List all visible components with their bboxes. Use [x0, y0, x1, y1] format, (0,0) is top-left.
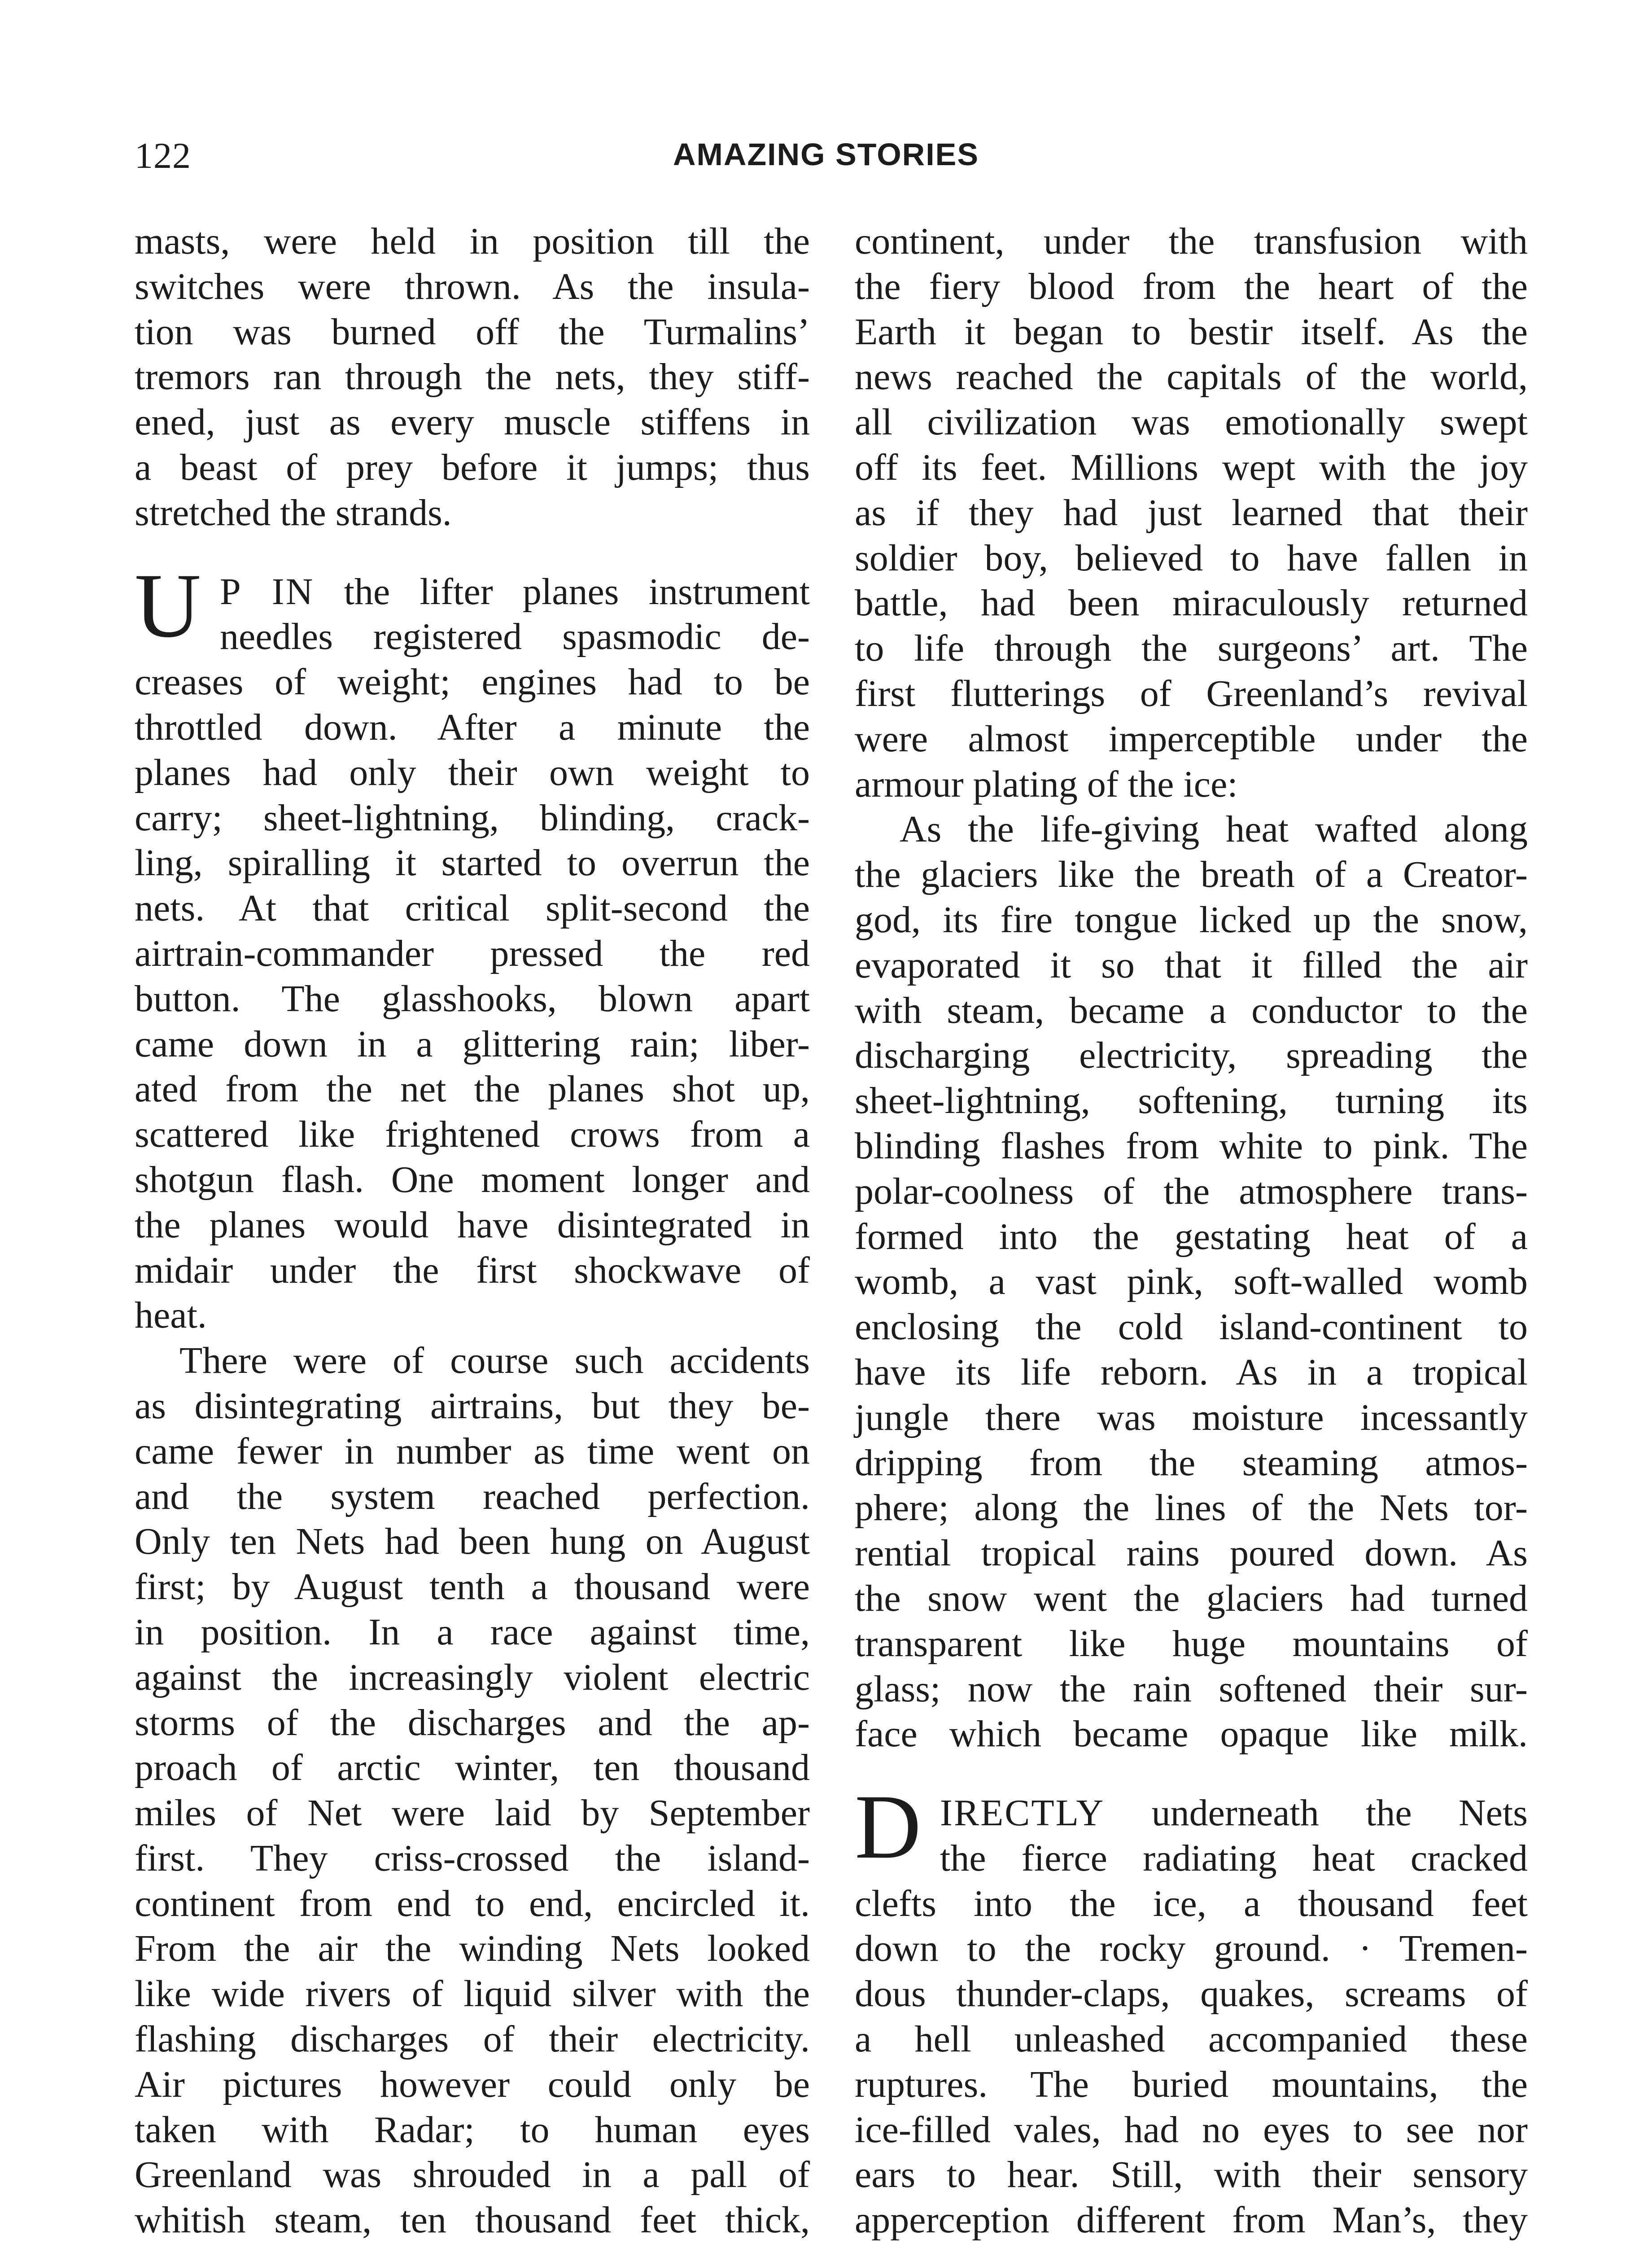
text-line: as disintegrating airtrains, but they be-: [135, 1385, 810, 1427]
text-line: first flutterings of Greenland’s revival: [855, 672, 1528, 714]
text-line: transparent like huge mountains of: [855, 1622, 1528, 1665]
text-line: creases of weight; engines had to be: [135, 661, 810, 703]
text-line: enclosing the cold island-continent to: [855, 1306, 1528, 1348]
running-head: AMAZING STORIES: [673, 137, 979, 172]
text-line: like wide rivers of liquid silver with the: [135, 1973, 810, 2015]
text-line: From the air the winding Nets looked: [135, 1928, 810, 1970]
page-number: 122: [135, 135, 191, 176]
text-line: the snow went the glaciers had turned: [855, 1577, 1528, 1619]
paragraph: [135, 1338, 810, 2244]
text-line: all civilization was emotionally swept: [855, 401, 1528, 443]
text-line: came down in a glittering rain; liber-: [135, 1023, 810, 1065]
text-line: miles of Net were laid by September: [135, 1792, 810, 1834]
text-line: carry; sheet-lightning, blinding, crack-: [135, 797, 810, 839]
text-line: womb, a vast pink, soft-walled womb: [855, 1261, 1528, 1303]
right-column: [855, 219, 1528, 2244]
text-line: nets. At that critical split-second the: [135, 887, 810, 929]
text-line: Air pictures however could only be: [135, 2063, 810, 2105]
text-line: continent, under the transfusion with: [855, 220, 1528, 262]
text-line: evaporated it so that it filled the air: [855, 944, 1528, 986]
text-line: with steam, became a conductor to the: [855, 989, 1528, 1031]
text-line: a beast of prey before it jumps; thus: [135, 446, 810, 488]
text-line: whitish steam, ten thousand feet thick,: [135, 2199, 810, 2241]
text-line: button. The glasshooks, blown apart: [135, 977, 810, 1020]
text-line: the glaciers like the breath of a Creator-: [855, 854, 1528, 896]
page-header: [0, 135, 1652, 193]
left-column: [135, 219, 810, 2244]
text-line: and the system reached perfection.: [135, 1475, 810, 1517]
drop-cap-word: IRECTLY: [940, 1792, 1105, 1834]
text-line: storms of the discharges and the ap-: [135, 1701, 810, 1744]
paragraph-with-drop-cap: [855, 1776, 1528, 2244]
text-line: polar-coolness of the atmosphere trans-: [855, 1170, 1528, 1212]
text-line: apperception different from Man’s, they: [855, 2199, 1528, 2241]
text-line: phere; along the lines of the Nets tor-: [855, 1487, 1528, 1529]
text-line: masts, were held in position till the: [135, 220, 810, 262]
text-line: scattered like frightened crows from a: [135, 1113, 810, 1156]
text-line-rest: the lifter planes instrument: [344, 570, 810, 613]
drop-cap-word: P IN: [220, 570, 315, 613]
text-line: [135, 570, 810, 615]
text-line: There were of course such accidents: [179, 1340, 810, 1382]
text-line: ears to hear. Still, with their sensory: [855, 2154, 1528, 2196]
text-line: the planes would have disintegrated in: [135, 1204, 810, 1246]
text-line: first; by August tenth a thousand were: [135, 1566, 810, 1608]
text-line: news reached the capitals of the world,: [855, 356, 1528, 398]
text-line: the fiery blood from the heart of the: [855, 265, 1528, 307]
text-line: formed into the gestating heat of a: [855, 1215, 1528, 1258]
text-line: blinding flashes from white to pink. The: [855, 1125, 1528, 1167]
text-line: shotgun flash. One moment longer and: [135, 1158, 810, 1201]
paragraph: [135, 219, 810, 536]
text-line: flashing discharges of their electricity.: [135, 2018, 810, 2060]
text-line: soldier boy, believed to have fallen in: [855, 537, 1528, 579]
text-line: ened, just as every muscle stiffens in: [135, 401, 810, 443]
text-line: off its feet. Millions wept with the joy: [855, 446, 1528, 488]
text-line: tremors ran through the nets, they stiff-: [135, 356, 810, 398]
text-line: heat.: [135, 1294, 207, 1337]
text-line: [855, 1791, 1528, 1836]
text-line: glass; now the rain softened their sur-: [855, 1668, 1528, 1710]
text-line: planes had only their own weight to: [135, 751, 810, 793]
text-line: midair under the first shockwave of: [135, 1249, 810, 1291]
text-line: dripping from the steaming atmos-: [855, 1442, 1528, 1484]
text-line: rential tropical rains poured down. As: [855, 1532, 1528, 1574]
text-line: god, its fire tongue licked up the snow,: [855, 898, 1528, 941]
text-line: tion was burned off the Turmalins’: [135, 311, 810, 353]
text-line: face which became opaque like milk.: [855, 1713, 1528, 1755]
text-line: switches were thrown. As the insula-: [135, 265, 810, 307]
text-line: proach of arctic winter, ten thousand: [135, 1747, 810, 1789]
text-line: as if they had just learned that their: [855, 491, 1528, 534]
text-line: battle, had been miraculously returned: [855, 582, 1528, 624]
text-line: in position. In a race against time,: [135, 1611, 810, 1653]
paragraph: [855, 219, 1528, 807]
text-line: clefts into the ice, a thousand feet: [855, 1882, 1528, 1924]
drop-cap: U: [135, 554, 201, 657]
text-line: discharging electricity, spreading the: [855, 1034, 1528, 1077]
drop-cap: D: [855, 1776, 922, 1878]
text-line: taken with Radar; to human eyes: [135, 2108, 810, 2151]
text-line: stretched the strands.: [135, 491, 452, 534]
text-line: airtrain-commander pressed the red: [135, 932, 810, 974]
text-line: Earth it began to bestir itself. As the: [855, 311, 1528, 353]
text-line: down to the rocky ground. · Tremen-: [855, 1928, 1528, 1970]
text-line: to life through the surgeons’ art. The: [855, 627, 1528, 670]
text-line: sheet-lightning, softening, turning its: [855, 1080, 1528, 1122]
text-line: armour plating of the ice:: [855, 763, 1238, 805]
paragraph-with-drop-cap: [135, 554, 810, 1339]
text-line: needles registered spasmodic de-: [220, 616, 810, 658]
text-line: first. They criss-crossed the island-: [135, 1837, 810, 1879]
text-line: a hell unleashed accompanied these: [855, 2018, 1528, 2060]
text-line: throttled down. After a minute the: [135, 706, 810, 748]
text-line: ice-filled vales, had no eyes to see nor: [855, 2108, 1528, 2151]
text-line-rest: underneath the Nets: [1151, 1792, 1528, 1834]
text-line: Greenland was shrouded in a pall of: [135, 2154, 810, 2196]
text-line: ling, spiralling it started to overrun the: [135, 842, 810, 884]
text-line: were almost imperceptible under the: [855, 718, 1528, 760]
text-line: jungle there was moisture incessantly: [855, 1396, 1528, 1438]
text-line: ruptures. The buried mountains, the: [855, 2063, 1528, 2105]
paragraph: [855, 807, 1528, 1757]
text-line: the fierce radiating heat cracked: [940, 1837, 1528, 1879]
text-line: against the increasingly violent electric: [135, 1656, 810, 1698]
text-line: dous thunder-claps, quakes, screams of: [855, 1973, 1528, 2015]
text-line: came fewer in number as time went on: [135, 1430, 810, 1472]
text-line: Only ten Nets had been hung on August: [135, 1521, 810, 1563]
text-line: ated from the net the planes shot up,: [135, 1068, 810, 1110]
text-line: continent from end to end, encircled it.: [135, 1882, 810, 1924]
text-line: have its life reborn. As in a tropical: [855, 1351, 1528, 1393]
text-line: As the life-giving heat wafted along: [900, 808, 1528, 850]
